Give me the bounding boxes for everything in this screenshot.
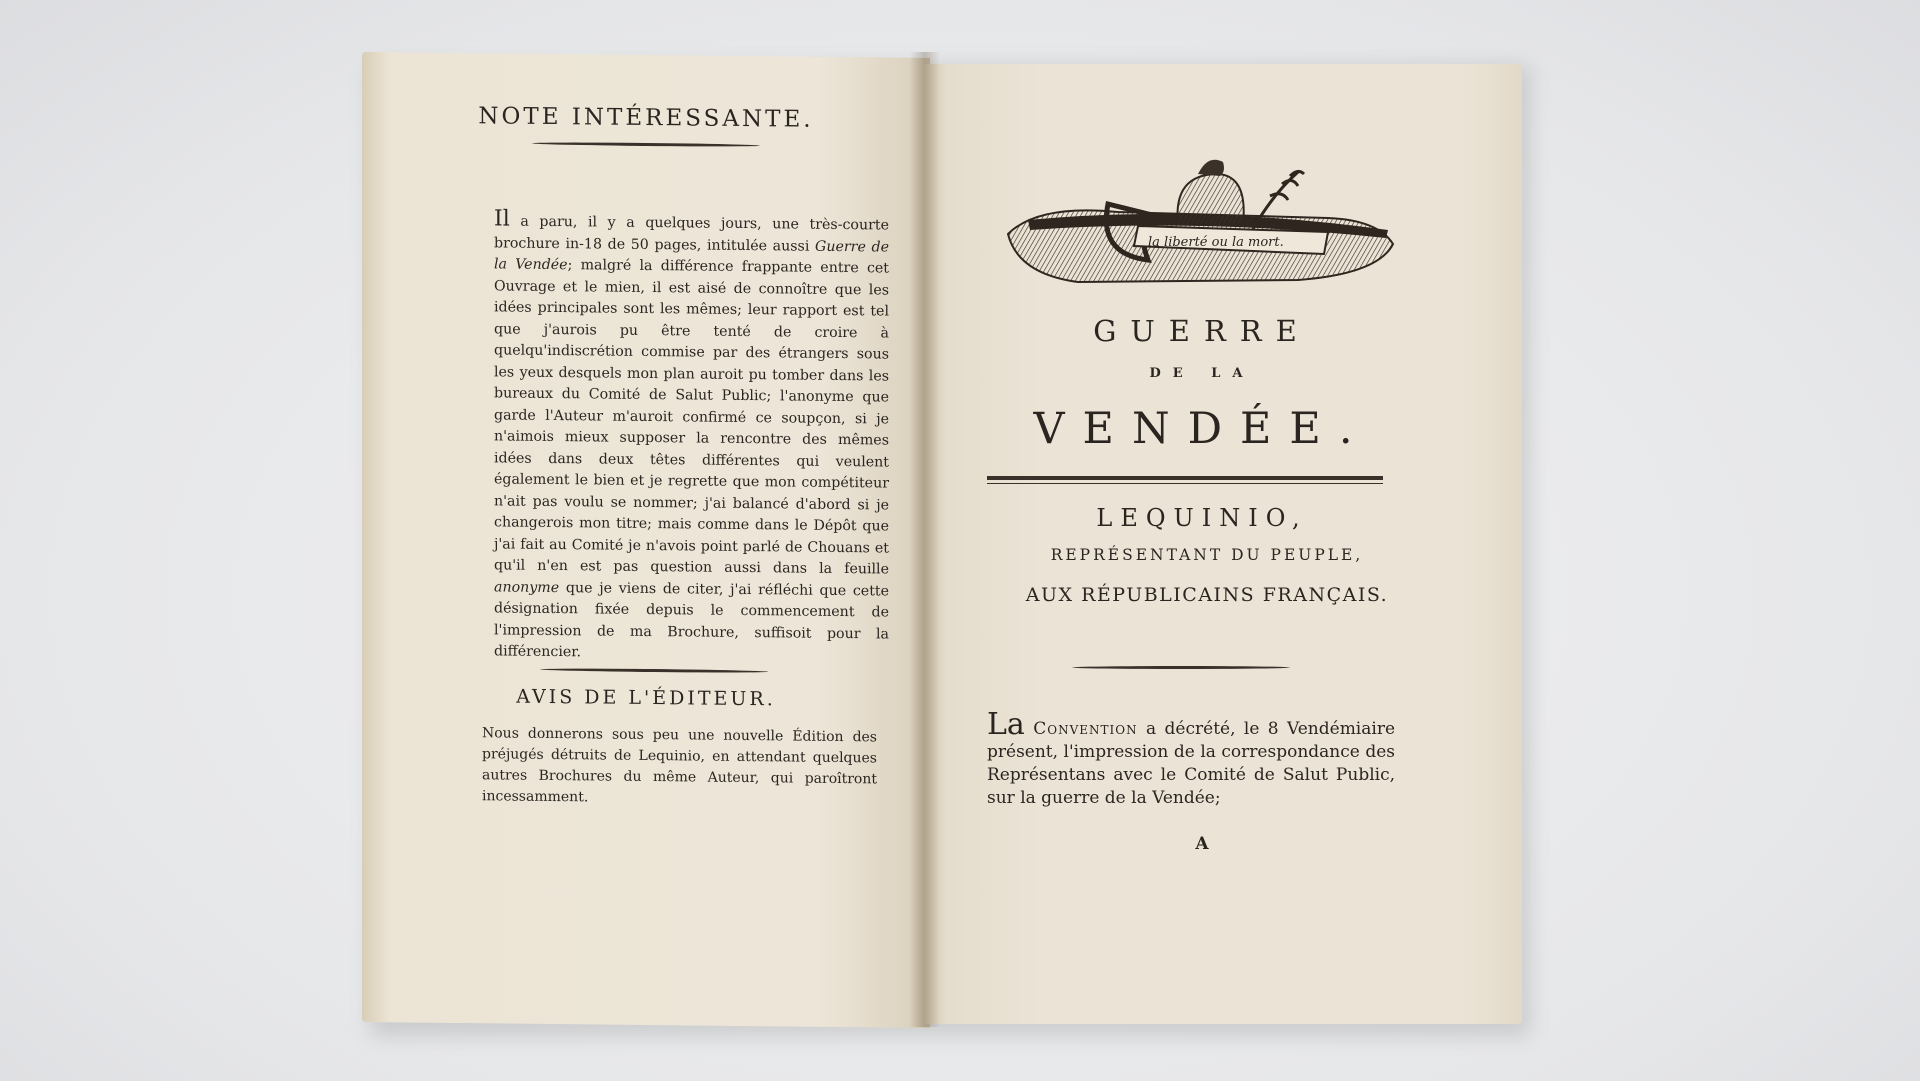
body-text: a décrété, le 8 Vendémiaire présent, l'impression de la correspondance des Représentans avec le Comité de Salut Public, sur la guerre de la Vendée;	[987, 719, 1396, 808]
title-rule	[532, 142, 760, 147]
avis-rule	[540, 668, 768, 673]
body-rule	[1072, 666, 1290, 669]
left-page	[362, 52, 930, 1028]
note-italic-1: Guerre de la Vendée	[494, 238, 889, 274]
author-name: LEQUINIO,	[1096, 504, 1308, 532]
avis-body: Nous donnerons sous peu une nouvelle Édition des préjugés détruits de Lequinio, en attendant quelques autres Brochures du même Auteur, qui paroîtront incessamment.	[482, 725, 877, 806]
vignette-sabre-cap-icon	[998, 134, 1398, 294]
note-body	[494, 206, 889, 667]
avis-title: AVIS DE L'ÉDITEUR.	[516, 685, 776, 711]
signature-mark: A	[1195, 834, 1209, 854]
title-vendee: VENDÉE.	[1033, 404, 1371, 454]
title-de-la: DE LA	[1149, 366, 1255, 381]
note-dropcap: Il	[494, 206, 510, 232]
addressee: AUX RÉPUBLICAINS FRANÇAIS.	[1025, 584, 1389, 606]
title-guerre: GUERRE	[1093, 314, 1311, 348]
right-body	[987, 707, 1396, 810]
right-page	[922, 64, 1522, 1024]
title-double-rule	[987, 476, 1383, 480]
left-page-title: NOTE INTÉRESSANTE.	[478, 103, 814, 133]
open-book	[362, 52, 1528, 1034]
book-spine	[910, 52, 940, 1027]
note-text-2: ; malgré la différence frappante entre cet Ouvrage et le mien, il est aisé de connoître que les idées principales sont les mêmes; leur rapport est tel que j'aurois pu être tenté de croire à quelqu'indiscrétion commise par des étrangers sous les yeux desquels mon plan auroit pu tomber dans les bureaux du Comité de Salut Public; l'anonyme que garde l'Auteur m'auroit confirmé ce soupçon, si je n'aimois mieux supposer la rencontre des mêmes idées dans deux têtes différentes qui veulent également le bien et je regrette que mon compétiteur n'ait pas voulu se nommer; j'ai balancé d'abord si je changerois mon titre; mais comme dans le Dépôt que j'ai fait au Comité je n'avois point parlé de Chouans et qu'il n'en est pas question aussi dans la feuille	[494, 257, 889, 578]
author-role: REPRÉSENTANT DU PEUPLE,	[1050, 546, 1364, 564]
body-smallcaps: Convention	[1033, 719, 1138, 739]
vignette-motto: la liberté ou la mort.	[1148, 235, 1284, 250]
note-text-3: que je viens de citer, j'ai réfléchi que cette désignation fixée depuis le commencement de l'impression de ma Brochure, suffisoit pour la différencier.	[494, 579, 889, 661]
title-double-rule-thin	[987, 483, 1383, 484]
note-text-1: a paru, il y a quelques jours, une très-courte brochure in-18 de 50 pages, intitulée aussi	[494, 213, 889, 255]
body-dropcap: La	[987, 707, 1025, 742]
note-italic-2: anonyme	[494, 578, 560, 596]
